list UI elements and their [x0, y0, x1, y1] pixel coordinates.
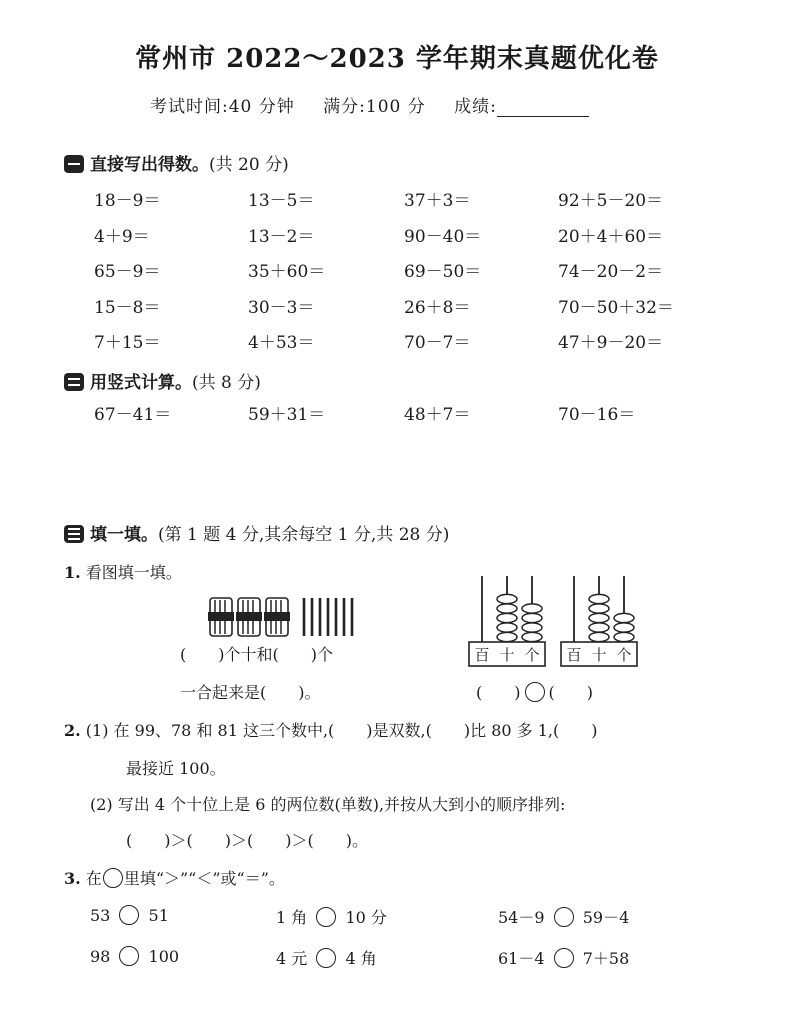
oral-calc-expression: 26＋8＝	[404, 297, 471, 318]
abacus-bead	[614, 632, 634, 641]
abacus-place-label: 十	[591, 646, 607, 664]
abacus-place-label: 个	[524, 646, 540, 664]
vertical-calc-expression: 59＋31＝	[248, 405, 326, 425]
q3-text-a: 在	[85, 869, 102, 888]
oral-calc-expression: 70－7＝	[404, 333, 471, 353]
comparison-left: 98	[90, 947, 111, 966]
exam-time: 考试时间:40 分钟	[150, 97, 295, 117]
abacus-bead	[589, 613, 609, 622]
comparison-circle[interactable]	[554, 907, 574, 927]
comparison-circle[interactable]	[119, 905, 139, 925]
comparison-item	[498, 946, 629, 969]
comparison-left: 54－9	[498, 908, 545, 927]
q1-line2: 一合起来是( )。	[180, 683, 321, 702]
section-2-title: 用竖式计算。	[90, 373, 192, 393]
comparison-circle[interactable]	[554, 948, 574, 968]
abacus-bead	[589, 632, 609, 641]
oral-calc-expression: 13－5＝	[248, 191, 315, 211]
comparison-left: 61－4	[498, 949, 545, 968]
oral-calc-expression: 4＋53＝	[248, 333, 315, 353]
abacus-bead	[589, 623, 609, 632]
oral-calc-expression: 13－2＝	[248, 226, 315, 247]
q1-number: 1.	[64, 563, 81, 582]
comparison-right: 59－4	[582, 908, 630, 927]
oral-calc-expression: 37＋3＝	[404, 191, 471, 211]
comparison-circle[interactable]	[316, 907, 336, 927]
oral-calc-expression: 69－50＝	[404, 262, 482, 282]
comparison-right: 10 分	[345, 908, 387, 927]
abacus-place-label: 百	[474, 646, 490, 664]
exam-info	[150, 92, 611, 117]
section-3-badge-icon	[64, 525, 84, 543]
section-2-note: (共 8 分)	[192, 373, 261, 393]
q3-circle-icon	[103, 868, 123, 888]
section-3-note: (第 1 题 4 分,其余每空 1 分,共 28 分)	[158, 525, 450, 545]
abacus-place-label: 个	[616, 646, 632, 664]
result-blank[interactable]	[497, 100, 589, 117]
q1-text: 看图填一填。	[85, 563, 182, 582]
oral-calc-expression: 70－50＋32＝	[558, 297, 674, 318]
abacus-bead	[497, 604, 517, 613]
comparison-item	[276, 946, 377, 969]
abacus-bead	[589, 594, 609, 603]
comparison-circle[interactable]	[316, 948, 336, 968]
q2-part2-blanks: ( )＞( )＞( )＞( )。	[126, 831, 368, 850]
comparison-left: 53	[90, 906, 111, 925]
comparison-item	[90, 905, 169, 925]
abacus-bead	[522, 632, 542, 641]
oral-calc-expression: 65－9＝	[94, 262, 161, 282]
oral-calc-expression: 20＋4＋60＝	[558, 226, 664, 247]
abacus-right	[560, 574, 638, 670]
section-3-heading	[64, 520, 449, 545]
q3-text-b: 里填“＞”“＜”或“＝”。	[123, 869, 285, 888]
abacus-left	[468, 574, 546, 670]
q3-prompt	[64, 866, 285, 889]
section-2-heading	[64, 368, 261, 393]
q2-part1-cont: 最接近 100。	[126, 759, 226, 778]
abacus-bead	[522, 604, 542, 613]
bundle-of-ten-icon	[208, 598, 234, 636]
comparison-item	[90, 946, 179, 966]
comparison-left: 1 角	[276, 908, 308, 927]
section-1-badge-icon	[64, 155, 84, 173]
section-1-heading	[64, 150, 289, 175]
oral-calc-expression: 4＋9＝	[94, 226, 150, 247]
oral-calc-expression: 92＋5－20＝	[558, 191, 664, 211]
compare-right-blank[interactable]: ( )	[548, 683, 593, 702]
oral-calc-expression: 35＋60＝	[248, 262, 326, 282]
q3-number: 3.	[64, 869, 81, 888]
oral-calc-expression: 47＋9－20＝	[558, 333, 664, 353]
q2-number: 2.	[64, 721, 81, 740]
comparison-left: 4 元	[276, 949, 308, 968]
abacus-bead	[522, 623, 542, 632]
comparison-right: 7＋58	[582, 949, 630, 968]
page-title: 常州市 2022～2023 学年期末真题优化卷	[135, 44, 659, 74]
section-2-badge-icon	[64, 373, 84, 391]
abacus-place-label: 百	[566, 646, 582, 664]
oral-calc-expression: 74－20－2＝	[558, 262, 664, 282]
abacus-bead	[497, 632, 517, 641]
abacus-compare	[476, 680, 593, 703]
comparison-right: 100	[148, 947, 180, 966]
oral-calc-expression: 15－8＝	[94, 297, 161, 318]
q2-part1-text: (1) 在 99、78 和 81 这三个数中,( )是双数,( )比 80 多 1,( )	[85, 721, 598, 740]
compare-circle[interactable]	[525, 682, 545, 702]
q2-part2: (2) 写出 4 个十位上是 6 的两位数(单数),并按从大到小的顺序排列:	[90, 795, 566, 814]
oral-calc-expression: 30－3＝	[248, 297, 315, 318]
vertical-calc-expression: 67－41＝	[94, 405, 172, 425]
abacus-bead	[497, 594, 517, 603]
q1-line1: ( )个十和( )个	[180, 645, 333, 664]
comparison-right: 51	[148, 906, 169, 925]
section-1-note: (共 20 分)	[209, 155, 289, 175]
q1-prompt	[64, 560, 182, 583]
comparison-circle[interactable]	[119, 946, 139, 966]
abacus-place-label: 十	[499, 646, 515, 664]
full-score: 满分:100 分	[323, 97, 426, 117]
abacus-bead	[497, 623, 517, 632]
abacus-bead	[522, 613, 542, 622]
section-1-title: 直接写出得数。	[90, 155, 209, 175]
oral-calc-expression: 7＋15＝	[94, 333, 161, 353]
abacus-bead	[497, 613, 517, 622]
compare-left-blank[interactable]: ( )	[476, 683, 521, 702]
abacus-bead	[614, 623, 634, 632]
bundles-picture	[208, 590, 368, 640]
vertical-calc-expression: 48＋7＝	[404, 405, 471, 425]
q2-part1	[64, 718, 597, 741]
oral-calc-expression: 90－40＝	[404, 226, 482, 247]
comparison-item	[498, 905, 629, 928]
bundle-of-ten-icon	[264, 598, 290, 636]
bundle-of-ten-icon	[236, 598, 262, 636]
abacus-bead	[614, 613, 634, 622]
comparison-right: 4 角	[345, 949, 377, 968]
vertical-calc-expression: 70－16＝	[558, 405, 636, 425]
abacus-bead	[589, 604, 609, 613]
result-label: 成绩:	[454, 97, 497, 117]
oral-calc-expression: 18－9＝	[94, 191, 161, 211]
single-sticks-icon	[304, 598, 352, 636]
section-3-title: 填一填。	[90, 525, 158, 545]
comparison-item	[276, 905, 387, 928]
